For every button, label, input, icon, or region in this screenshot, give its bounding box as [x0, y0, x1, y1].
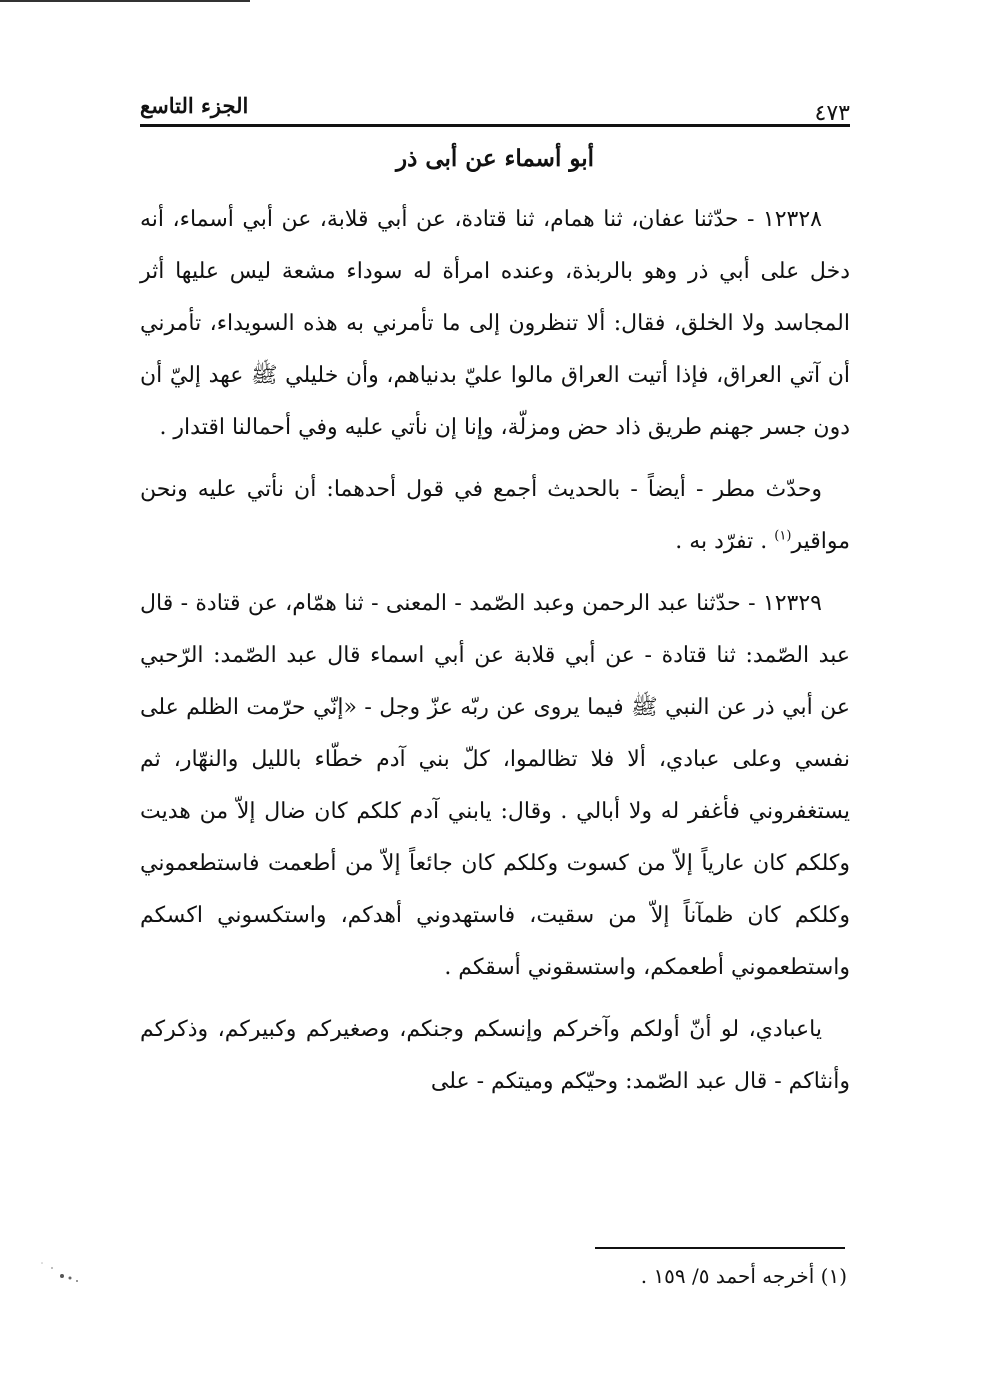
section-title: أبو أسماء عن أبى ذر: [395, 145, 595, 172]
hadith-continuation: ياعبادي، لو أنّ أولكم وآخركم وإنسكم وجنكم، وصغيركم وكبيركم، وذكركم وأنثاكم - قال عبد الصّمد: وحيّكم وميتكم - على: [140, 1017, 850, 1094]
page-header: [140, 70, 850, 126]
matar-text-before: وحدّث مطر - أيضاً - بالحديث أجمع في قول أحدهما: أن نأتي عليه ونحن مواقير: [140, 477, 850, 554]
footnote: (١) أخرجه أحمد ٥/ ١٥٩ .: [640, 1264, 847, 1288]
running-head: الجزء التاسع: [140, 93, 249, 118]
footnote-rule: [595, 1247, 845, 1249]
matar-note: [140, 464, 850, 568]
header-rule: [140, 124, 850, 127]
page-number: ٤٧٣: [814, 101, 850, 126]
hadith-12329: ١٢٣٢٩ - حدّثنا عبد الرحمن وعبد الصّمد - المعنى - ثنا همّام، عن قتادة - قال عبد الصّمد: ثنا قتادة - عن أبي قلابة عن أبي اسماء قال عبد الصّمد: الرّحبي عن أبي ذر عن النبي ﷺ فيما يروى عن ربّه عزّ وجل - «إنّي حرّمت الظلم على نفسي وعلى عبادي، ألا فلا تظالموا، كلّ بني آدم خطّاء بالليل والنهّار، ثم يستغفروني فأغفر له ولا أبالي . وقال: يابني آدم كلكم كان ضال إلاّ من هديت وكلكم كان عارياً إلاّ من كسوت وكلكم كان جائعاً إلاّ من أطعمت فاستطعموني وكلكم كان ظمآناً إلاّ من سقيت، فاستهدوني أهدكم، واستكسوني اكسكم واستطعموني أطعمكم، واستسقوني أسقكم .: [140, 591, 850, 980]
scan-speck-mark: [22, 1248, 92, 1288]
top-edge-rule: [0, 0, 250, 2]
footnote-ref: (١): [774, 528, 792, 544]
page-body: [140, 70, 850, 1118]
hadith-12328: ١٢٣٢٨ - حدّثنا عفان، ثنا همام، ثنا قتادة، عن أبي قلابة، عن أبي أسماء، أنه دخل على أبي ذر وهو بالربذة، وعنده امرأة له سوداء مشعة ليس عليها أثر المجاسد ولا الخلق، فقال: ألا تنظرون إلى ما تأمرني به هذه السويداء، تأمرني أن آتي العراق، فإذا أتيت العراق مالوا عليّ بدنياهم، وأن خليلي ﷺ عهد إليّ أن دون جسر جهنم طريق ذاد حض ومزلّة، وإنا إن نأتي عليه وفي أحمالنا اقتدار .: [140, 207, 850, 440]
matar-text-after: . تفرّد به .: [675, 529, 775, 554]
